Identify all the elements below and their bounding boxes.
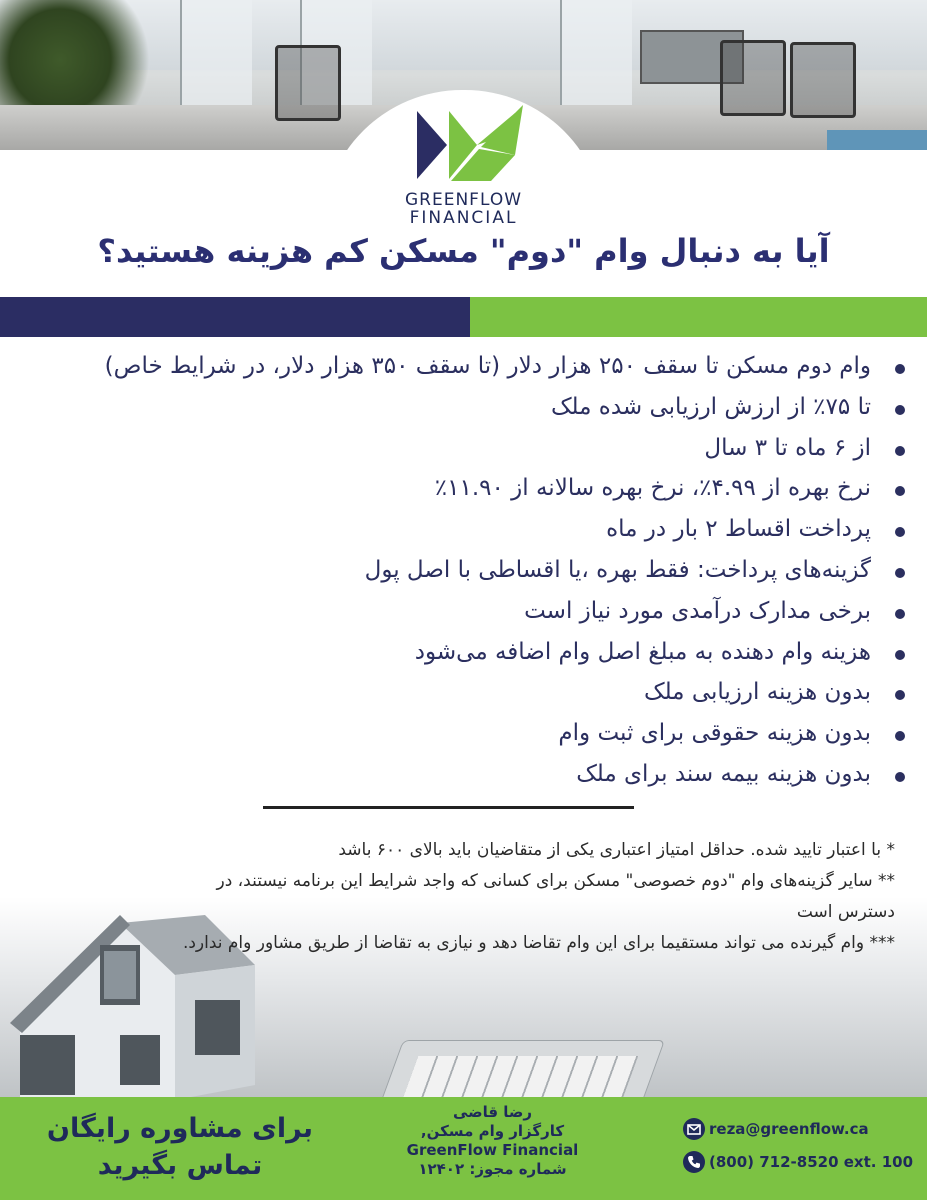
email-link[interactable]: reza@greenflow.ca bbox=[709, 1120, 869, 1138]
bullet-icon bbox=[895, 527, 905, 537]
bullet-icon bbox=[895, 772, 905, 782]
bullet-icon bbox=[895, 568, 905, 578]
bullet-icon bbox=[895, 364, 905, 374]
accent-band-navy bbox=[0, 297, 470, 337]
list-item: نرخ بهره از ۴.۹۹٪، نرخ بهره سالانه از ۱۱.۹۰٪ bbox=[9, 468, 909, 509]
bullet-icon bbox=[895, 486, 905, 496]
list-item: برخی مدارک درآمدی مورد نیاز است bbox=[9, 591, 909, 632]
footnotes bbox=[160, 835, 895, 959]
list-item: هزینه وام دهنده به مبلغ اصل وام اضافه می‌شود bbox=[9, 632, 909, 673]
list-item: پرداخت اقساط ۲ بار در ماه bbox=[9, 509, 909, 550]
list-item: بدون هزینه حقوقی برای ثبت وام bbox=[9, 713, 909, 754]
agent-name: رضا قاضی bbox=[452, 1103, 533, 1121]
list-item: بدون هزینه بیمه سند برای ملک bbox=[9, 754, 909, 795]
greenflow-logo-icon bbox=[415, 103, 525, 187]
phone-number[interactable]: (800) 712-8520 ext. 100 bbox=[709, 1153, 914, 1171]
agent-company: GreenFlow Financial bbox=[406, 1141, 579, 1159]
divider bbox=[263, 806, 634, 809]
email-icon bbox=[683, 1118, 705, 1140]
list-item: وام دوم مسکن تا سقف ۲۵۰ هزار دلار (تا سقف ۳۵۰ هزار دلار، در شرایط خاص) bbox=[9, 346, 909, 387]
footnote: ** سایر گزینه‌های وام "دوم خصوصی" مسکن برای کسانی که واجد شرایط این برنامه نیستند، در دسترس است bbox=[216, 871, 895, 922]
list-item: از ۶ ماه تا ۳ سال bbox=[9, 428, 909, 469]
brand-subtitle: FINANCIAL bbox=[409, 208, 518, 228]
bullet-icon bbox=[895, 650, 905, 660]
phone-contact[interactable] bbox=[683, 1151, 923, 1173]
footnote: *** وام گیرنده می تواند مستقیما برای این وام تقاضا دهد و نیازی به تقاضا از طریق مشاور وام ندارد. bbox=[182, 933, 895, 953]
bullet-icon bbox=[895, 446, 905, 456]
feature-list bbox=[9, 346, 909, 795]
bullet-icon bbox=[895, 731, 905, 741]
list-item: گزینه‌های پرداخت: فقط بهره ،یا اقساطی با اصل پول bbox=[9, 550, 909, 591]
agent-info bbox=[380, 1103, 605, 1179]
agent-title: کارگزار وام مسکن, bbox=[420, 1122, 565, 1140]
bullet-icon bbox=[895, 405, 905, 415]
cta-line: تماس بگیرید bbox=[97, 1150, 263, 1181]
agent-license: شماره مجوز: ۱۲۴۰۲ bbox=[418, 1160, 567, 1178]
cta-line: برای مشاوره رایگان bbox=[46, 1113, 314, 1144]
call-to-action bbox=[30, 1110, 330, 1184]
list-item: بدون هزینه ارزیابی ملک bbox=[9, 672, 909, 713]
list-item: تا ۷۵٪ از ارزش ارزیابی شده ملک bbox=[9, 387, 909, 428]
accent-band-green bbox=[470, 297, 927, 337]
email-contact[interactable] bbox=[683, 1118, 923, 1140]
bullet-icon bbox=[895, 690, 905, 700]
phone-icon bbox=[683, 1151, 705, 1173]
footnote: * با اعتبار تایید شده. حداقل امتیاز اعتباری یکی از متقاضیان باید بالای ۶۰۰ باشد bbox=[338, 840, 895, 860]
brand-name: GREENFLOW bbox=[404, 190, 523, 210]
page-title: آیا به دنبال وام "دوم" مسکن کم هزینه هستید؟ bbox=[97, 232, 830, 270]
bullet-icon bbox=[895, 609, 905, 619]
